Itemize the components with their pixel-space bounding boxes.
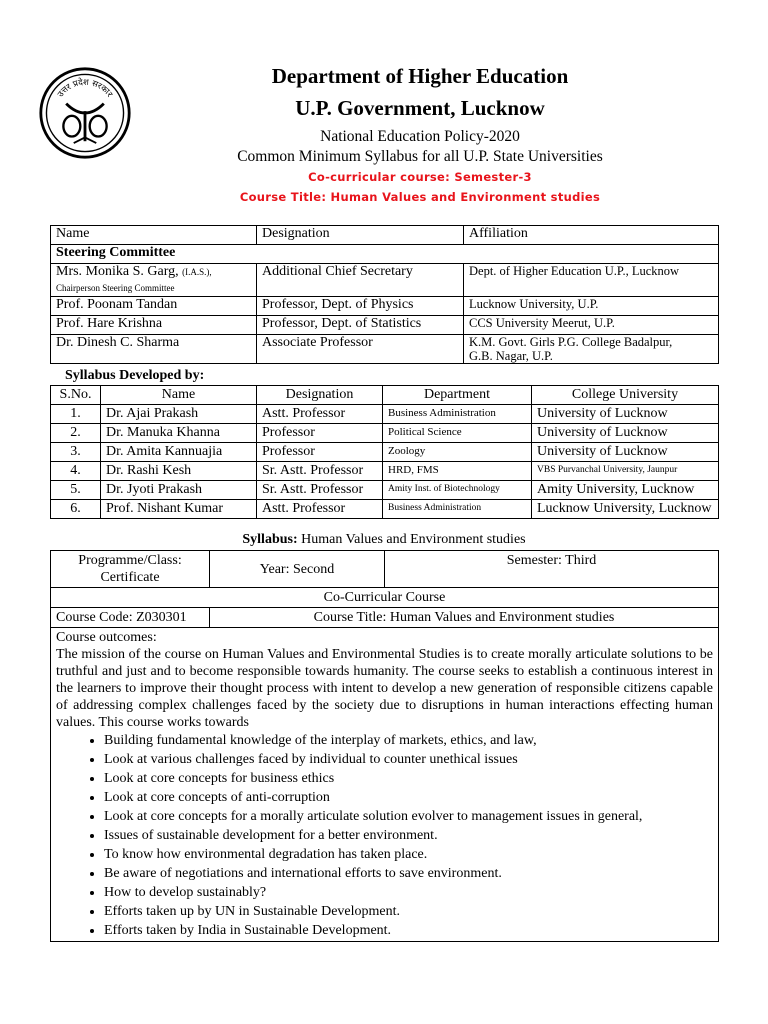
department-cell: HRD, FMS	[383, 462, 532, 481]
header-cell: Name	[101, 386, 257, 405]
college-cell: University of Lucknow	[532, 424, 719, 443]
list-item: • Look at core concepts for business ethics	[104, 769, 713, 788]
affiliation-line: G.B. Nagar, U.P.	[469, 349, 553, 363]
header-course-title: Course Title: Human Values and Environment studies	[239, 190, 601, 204]
department-cell: Zoology	[383, 443, 532, 462]
affiliation-cell	[464, 335, 719, 364]
name-cell: Dr. Amita Kannuajia	[101, 443, 257, 462]
syllabus-heading	[0, 532, 768, 548]
designation-cell: Sr. Astt. Professor	[257, 481, 383, 500]
section-row	[51, 245, 719, 264]
course-type-row	[51, 588, 719, 608]
table-row	[51, 297, 719, 316]
college-cell: University of Lucknow	[532, 405, 719, 424]
table-row	[51, 405, 719, 424]
table-row	[51, 500, 719, 519]
course-details-table	[50, 550, 719, 942]
designation-cell: Professor	[257, 443, 383, 462]
header-syllabus: Common Minimum Syllabus for all U.P. State Universities	[237, 148, 603, 165]
affiliation-cell: Lucknow University, U.P.	[464, 297, 719, 316]
designation-cell: Associate Professor	[257, 335, 464, 364]
outcomes-cell	[51, 628, 719, 942]
designation-cell: Professor, Dept. of Statistics	[257, 316, 464, 335]
department-cell: Business Administration	[383, 405, 532, 424]
header-cell: Designation	[257, 226, 464, 245]
semester-cell: Semester: Third	[385, 551, 719, 588]
affiliation-cell: CCS University Meerut, U.P.	[464, 316, 719, 335]
college-cell: University of Lucknow	[532, 443, 719, 462]
table-row	[51, 264, 719, 297]
table-row	[51, 443, 719, 462]
course-code-row	[51, 608, 719, 628]
sno-cell: 1.	[51, 405, 101, 424]
sno-cell: 4.	[51, 462, 101, 481]
list-item: • Issues of sustainable development for a better environment.	[104, 826, 713, 845]
college-cell: Amity University, Lucknow	[532, 481, 719, 500]
member-name-suffix: (I.A.S.),	[182, 267, 212, 277]
designation-cell: Sr. Astt. Professor	[257, 462, 383, 481]
member-name-cell: Prof. Poonam Tandan	[51, 297, 257, 316]
table-row	[51, 481, 719, 500]
table-row	[51, 335, 719, 364]
department-cell: Political Science	[383, 424, 532, 443]
list-item: • How to develop sustainably?	[104, 883, 713, 902]
course-code-cell: Course Code: Z030301	[51, 608, 210, 628]
course-type-cell: Co-Curricular Course	[51, 588, 719, 608]
designation-cell: Astt. Professor	[257, 405, 383, 424]
college-cell: Lucknow University, Lucknow	[532, 500, 719, 519]
syllabus-developed-heading: Syllabus Developed by:	[65, 368, 205, 383]
name-cell: Prof. Nishant Kumar	[101, 500, 257, 519]
sno-cell: 5.	[51, 481, 101, 500]
header-cell: Affiliation	[464, 226, 719, 245]
designation-cell: Additional Chief Secretary	[257, 264, 464, 297]
sno-cell: 3.	[51, 443, 101, 462]
list-item: • Look at core concepts for a morally articulate solution evolver to management issues in general,	[104, 807, 713, 826]
programme-cell	[51, 551, 210, 588]
syllabus-title: Human Values and Environment studies	[301, 532, 526, 547]
member-name-cell: Prof. Hare Krishna	[51, 316, 257, 335]
table-header-row	[51, 226, 719, 245]
sno-cell: 2.	[51, 424, 101, 443]
outcomes-row	[51, 628, 719, 942]
year-cell: Year: Second	[210, 551, 385, 588]
table-row	[51, 424, 719, 443]
up-government-seal-icon	[38, 66, 132, 160]
member-name: Mrs. Monika S. Garg,	[56, 264, 179, 279]
outcomes-label: Course outcomes:	[56, 630, 157, 645]
outcomes-list	[56, 731, 713, 940]
list-item: • Look at various challenges faced by individual to counter unethical issues	[104, 750, 713, 769]
programme-label: Programme/Class:	[78, 553, 182, 568]
header-cell: Designation	[257, 386, 383, 405]
designation-cell: Professor	[257, 424, 383, 443]
header-cell: College University	[532, 386, 719, 405]
list-item: • To know how environmental degradation has taken place.	[104, 845, 713, 864]
header-cell: Name	[51, 226, 257, 245]
table-header-row	[51, 386, 719, 405]
header-policy: National Education Policy-2020	[320, 128, 520, 145]
name-cell: Dr. Jyoti Prakash	[101, 481, 257, 500]
list-item: • Efforts taken by India in Sustainable Development.	[104, 921, 713, 940]
member-role: Chairperson Steering Committee	[56, 283, 175, 293]
header-semester: Co-curricular course: Semester-3	[308, 170, 532, 184]
programme-row	[51, 551, 719, 588]
affiliation-line: K.M. Govt. Girls P.G. College Badalpur,	[469, 335, 673, 349]
steering-committee-label: Steering Committee	[51, 245, 719, 264]
syllabus-label: Syllabus:	[242, 532, 298, 547]
affiliation-cell: Dept. of Higher Education U.P., Lucknow	[464, 264, 719, 297]
outcomes-text: The mission of the course on Human Values and Environmental Studies is to create morally articulate solutions to be truthful and just and to become responsible towards humanity. The course seeks to establish a continuous interest in the learners to improve their thought process with intent to develop a new generation of responsible citizens capable of addressing complex challenges faced by the society due to disruptions in human interactions effecting human values. This course works towards	[56, 647, 713, 730]
department-cell: Amity Inst. of Biotechnology	[383, 481, 532, 500]
header-cell: Department	[383, 386, 532, 405]
list-item: • Look at core concepts of anti-corruption	[104, 788, 713, 807]
name-cell: Dr. Manuka Khanna	[101, 424, 257, 443]
table-row	[51, 316, 719, 335]
name-cell: Dr. Rashi Kesh	[101, 462, 257, 481]
sno-cell: 6.	[51, 500, 101, 519]
course-title-cell: Course Title: Human Values and Environment studies	[210, 608, 719, 628]
designation-cell: Professor, Dept. of Physics	[257, 297, 464, 316]
member-name-cell	[51, 264, 257, 297]
member-name-cell: Dr. Dinesh C. Sharma	[51, 335, 257, 364]
syllabus-developers-table	[50, 385, 719, 519]
college-cell: VBS Purvanchal University, Jaunpur	[532, 462, 719, 481]
list-item: • Building fundamental knowledge of the interplay of markets, ethics, and law,	[104, 731, 713, 750]
svg-text:उत्तर प्रदेश सरकार: उत्तर प्रदेश सरकार	[55, 76, 116, 99]
programme-value: Certificate	[100, 570, 160, 585]
name-cell: Dr. Ajai Prakash	[101, 405, 257, 424]
list-item: • Be aware of negotiations and international efforts to save environment.	[104, 864, 713, 883]
department-cell: Business Administration	[383, 500, 532, 519]
table-row	[51, 462, 719, 481]
list-item: • Efforts taken up by UN in Sustainable Development.	[104, 902, 713, 921]
header-department: Department of Higher Education	[271, 64, 569, 88]
header-government: U.P. Government, Lucknow	[295, 96, 545, 120]
steering-committee-table	[50, 225, 719, 364]
header-cell: S.No.	[51, 386, 101, 405]
designation-cell: Astt. Professor	[257, 500, 383, 519]
